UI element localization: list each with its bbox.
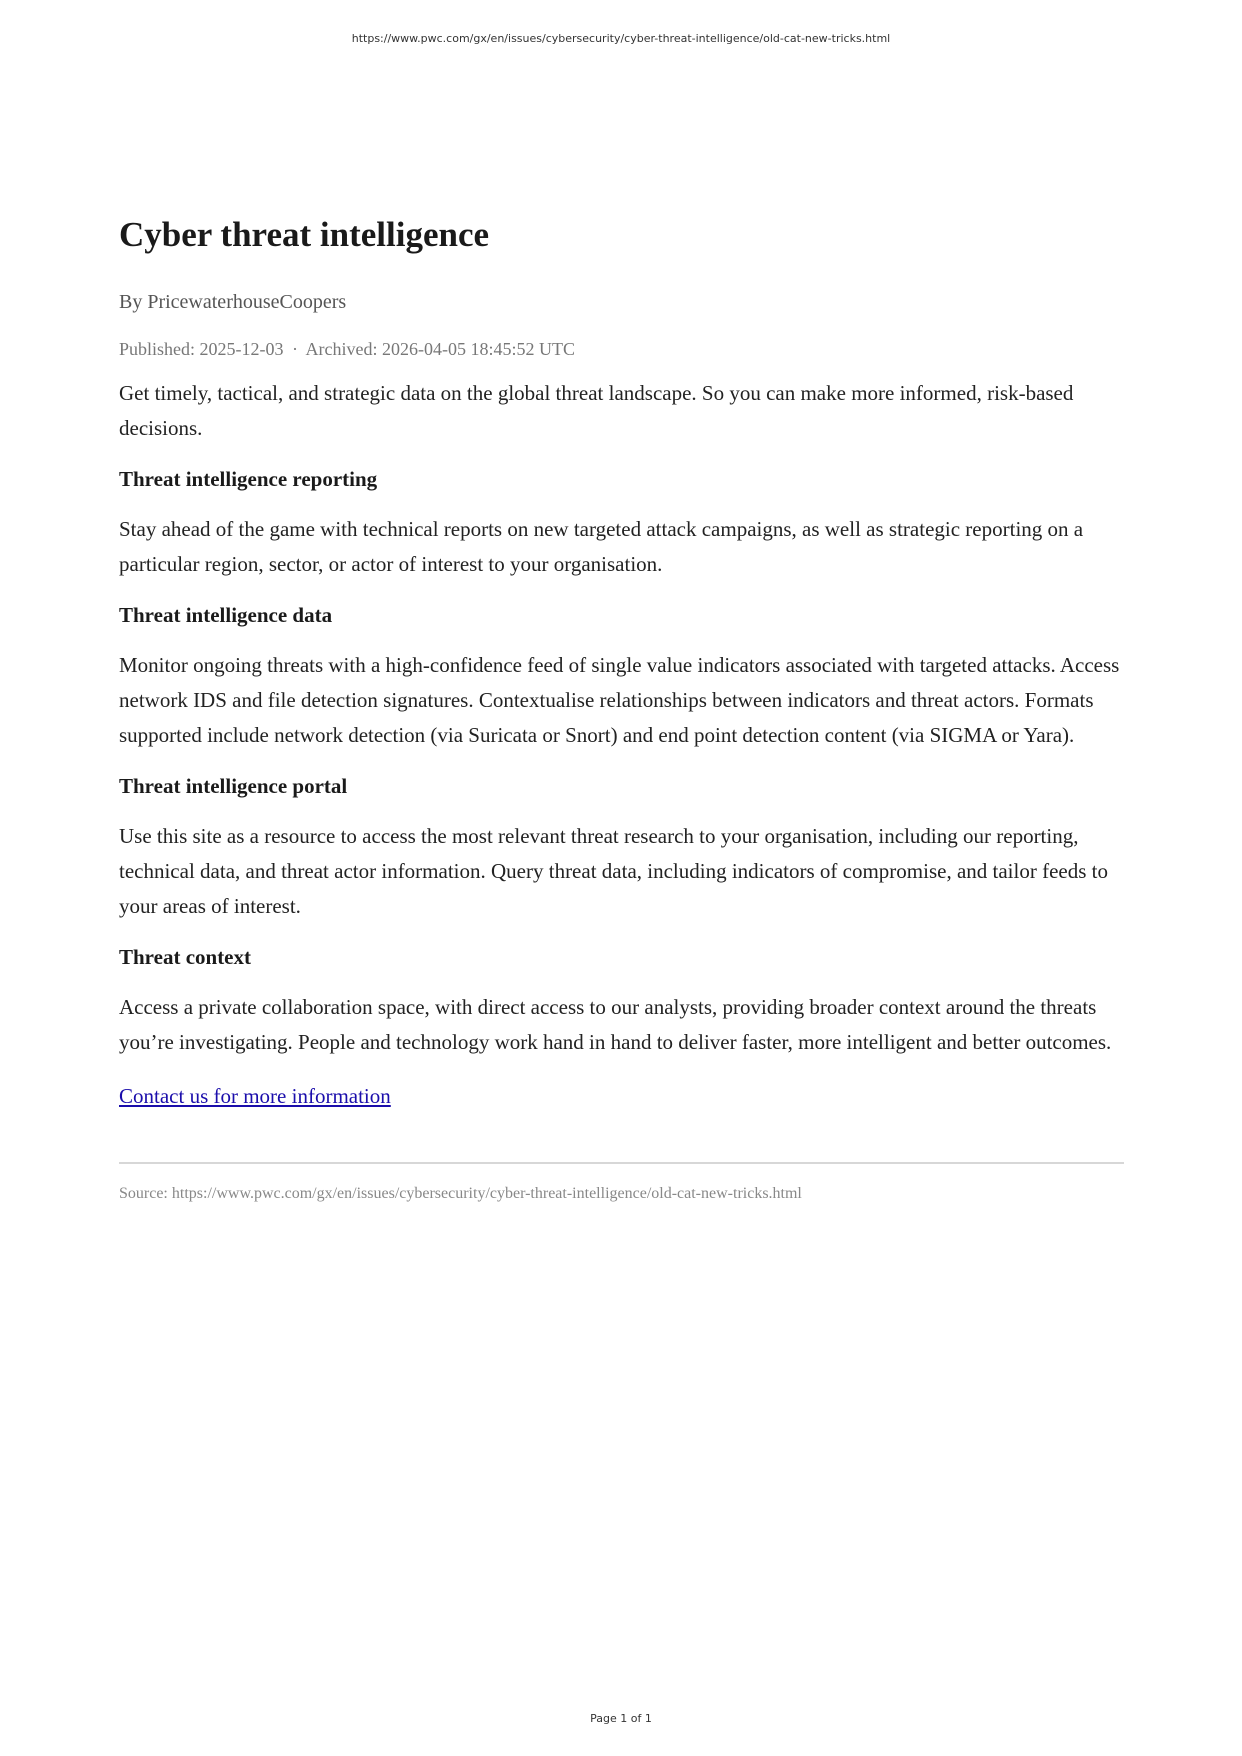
section-body: Stay ahead of the game with technical reports on new targeted attack campaigns, as well as strategic reporting on a particular region, sector, or actor of interest to your organisation. (119, 517, 1084, 576)
divider (119, 1162, 1124, 1164)
byline: By PricewaterhouseCoopers (119, 291, 347, 313)
section-heading: Threat intelligence portal (119, 774, 348, 798)
section-data (119, 600, 1124, 753)
section-heading: Threat intelligence reporting (119, 467, 378, 491)
page-title: Cyber threat intelligence (119, 215, 490, 254)
publication-meta (119, 336, 1124, 362)
archived-date: Archived: 2026-04-05 18:45:52 UTC (305, 339, 575, 359)
section-body: Monitor ongoing threats with a high-confidence feed of single value indicators associated with targeted attacks. Access network IDS and file detection signatures. Contextualise relationships between indicators and threat actors. Formats supported include network detection (via Suricata or Snort) and end point detection content (via SIGMA or Yara). (119, 653, 1120, 747)
intro-paragraph: Get timely, tactical, and strategic data on the global threat landscape. So you can make more informed, risk-based decisions. (119, 381, 1074, 440)
section-context (119, 942, 1124, 1060)
contact-us-link[interactable]: Contact us for more information (119, 1084, 391, 1108)
section-heading: Threat intelligence data (119, 603, 333, 627)
source-url: Source: https://www.pwc.com/gx/en/issues/cybersecurity/cyber-threat-intelligence/old-cat-new-tricks.html (119, 1185, 802, 1202)
meta-separator: · (292, 339, 298, 359)
section-body: Access a private collaboration space, with direct access to our analysts, providing broader context around the threats you’re investigating. People and technology work hand in hand to deliver faster, more intelligent and better outcomes. (119, 995, 1112, 1054)
article (119, 205, 1124, 1206)
published-date: Published: 2025-12-03 (119, 339, 284, 359)
section-reporting (119, 464, 1124, 582)
section-heading: Threat context (119, 945, 251, 969)
print-header-url: https://www.pwc.com/gx/en/issues/cybersecurity/cyber-threat-intelligence/old-cat-new-tricks.html (351, 32, 891, 45)
section-portal (119, 771, 1124, 924)
section-body: Use this site as a resource to access the most relevant threat research to your organisation, including our reporting, technical data, and threat actor information. Query threat data, including indicators of compromise, and tailor feeds to your areas of interest. (119, 824, 1108, 918)
page-number: Page 1 of 1 (590, 1712, 652, 1725)
